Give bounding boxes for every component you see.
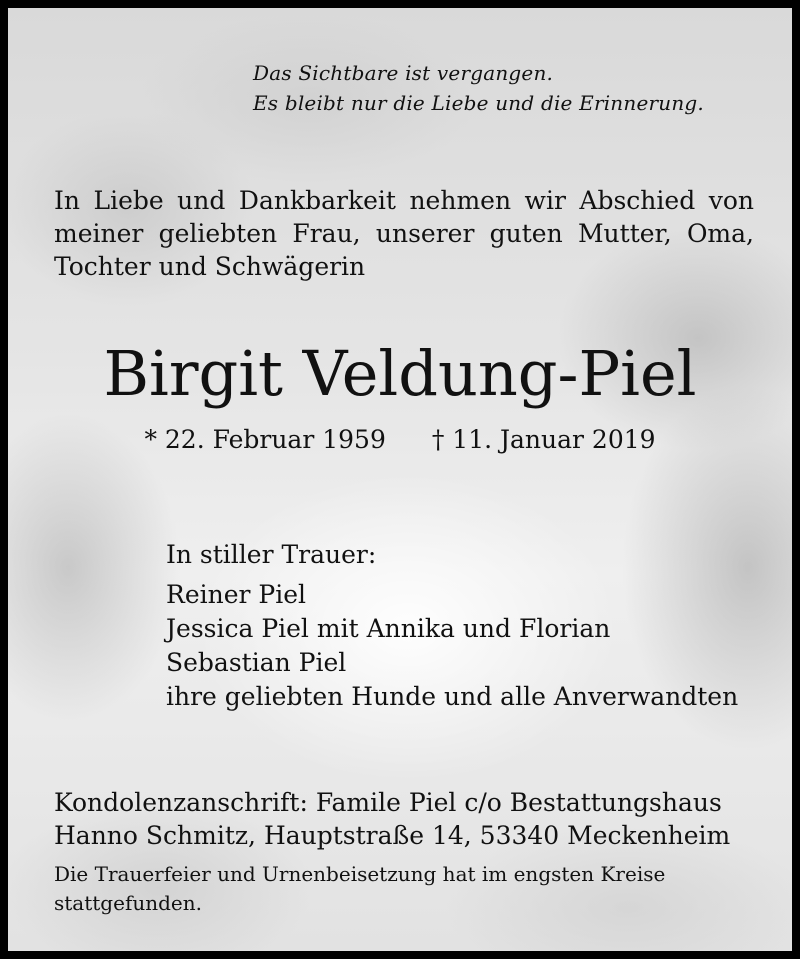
intro-text: [54, 184, 754, 283]
motto-quote: [253, 58, 704, 118]
funeral-note-line-2: stattgefunden.: [54, 891, 202, 915]
condolence-line-2: Hanno Schmitz, Hauptstraße 14, 53340 Meckenheim: [54, 821, 731, 850]
mourner-item: Sebastian Piel: [166, 648, 347, 677]
death-date: † 11. Januar 2019: [431, 425, 656, 454]
condolence-address: [54, 786, 730, 852]
intro-line-3: Tochter und Schwägerin: [54, 252, 366, 281]
intro-line-2: meiner geliebten Frau, unserer guten Mutter, Oma,: [54, 219, 754, 248]
motto-line-1: Das Sichtbare ist vergangen.: [253, 61, 554, 85]
mourners-heading: In stiller Trauer:: [166, 540, 377, 569]
mourner-item: ihre geliebten Hunde und alle Anverwandten: [166, 682, 739, 711]
intro-line-1: In Liebe und Dankbarkeit nehmen wir Abschied von: [54, 186, 754, 215]
mourners-block: [166, 538, 738, 714]
motto-line-2: Es bleibt nur die Liebe und die Erinnerung.: [253, 91, 704, 115]
deceased-name: Birgit Veldung-Piel: [103, 337, 697, 410]
condolence-line-1: Kondolenzanschrift: Famile Piel c/o Bestattungshaus: [54, 788, 722, 817]
mourner-item: Reiner Piel: [166, 580, 307, 609]
funeral-note: [54, 860, 754, 918]
birth-date: * 22. Februar 1959: [144, 425, 386, 454]
mourner-item: Jessica Piel mit Annika und Florian: [166, 614, 611, 643]
funeral-note-line-1: Die Trauerfeier und Urnenbeisetzung hat im engsten Kreise: [54, 862, 666, 886]
life-dates: [8, 424, 792, 456]
